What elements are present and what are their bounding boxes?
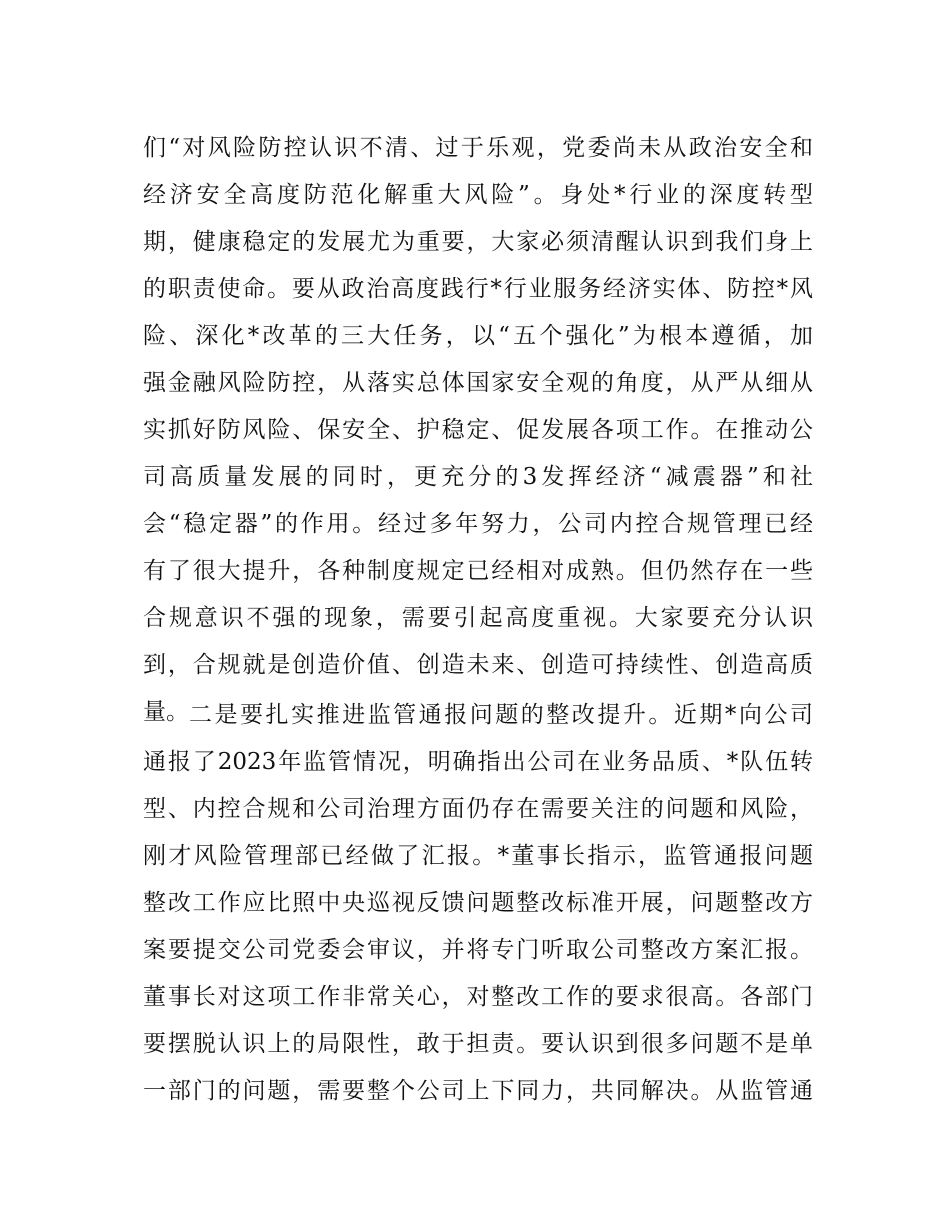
paragraph-line: 们“对风险防控认识不清、过于乐观，党委尚未从政治安全和 (143, 135, 813, 161)
paragraph-line: 强金融风险防控，从落实总体国家安全观的角度，从严从细从 (143, 370, 813, 396)
paragraph-line: 要摆脱认识上的局限性，敢于担责。要认识到很多问题不是单 (143, 1031, 813, 1057)
paragraph-line: 型、内控合规和公司治理方面仍存在需要关注的问题和风险， (143, 796, 813, 822)
paragraph-line: 整改工作应比照中央巡视反馈问题整改标准开展，问题整改方 (143, 890, 813, 916)
paragraph-line: 通报了2023年监管情况，明确指出公司在业务品质、*队伍转 (143, 749, 813, 775)
paragraph-line: 合规意识不强的现象，需要引起高度重视。大家要充分认识 (143, 605, 813, 631)
paragraph-line: 司高质量发展的同时，更充分的3发挥经济“减震器”和社 (143, 464, 813, 490)
paragraph-line: 经济安全高度防范化解重大风险”。身处*行业的深度转型 (143, 182, 813, 208)
paragraph-1 (143, 125, 813, 736)
paragraph-2 (143, 692, 813, 1115)
paragraph-line: 期，健康稳定的发展尤为重要，大家必须清醒认识到我们身上 (143, 229, 813, 255)
paragraph-line: 到，合规就是创造价值、创造未来、创造可持续性、创造高质 (143, 652, 813, 678)
paragraph-line: 有了很大提升，各种制度规定已经相对成熟。但仍然存在一些 (143, 558, 813, 584)
paragraph-line: 董事长对这项工作非常关心，对整改工作的要求很高。各部门 (143, 984, 813, 1010)
paragraph-line: 案要提交公司党委会审议，并将专门听取公司整改方案汇报。 (143, 937, 813, 963)
paragraph-line: 实抓好防风险、保安全、护稳定、促发展各项工作。在推动公 (143, 417, 813, 443)
paragraph-line: 量。 (143, 699, 189, 725)
paragraph-line: 刚才风险管理部已经做了汇报。*董事长指示，监管通报问题 (143, 843, 813, 869)
paragraph-line: 险、深化*改革的三大任务，以“五个强化”为根本遵循，加 (143, 323, 813, 349)
paragraph-line: 的职责使命。要从政治高度践行*行业服务经济实体、防控*风 (143, 276, 813, 302)
paragraph-line: 一部门的问题，需要整个公司上下同力，共同解决。从监管通 (143, 1078, 813, 1104)
paragraph-line: 二是要扎实推进监管通报问题的整改提升。近期*向公司 (189, 702, 813, 728)
paragraph-line: 会“稳定器”的作用。经过多年努力，公司内控合规管理已经 (143, 511, 813, 537)
